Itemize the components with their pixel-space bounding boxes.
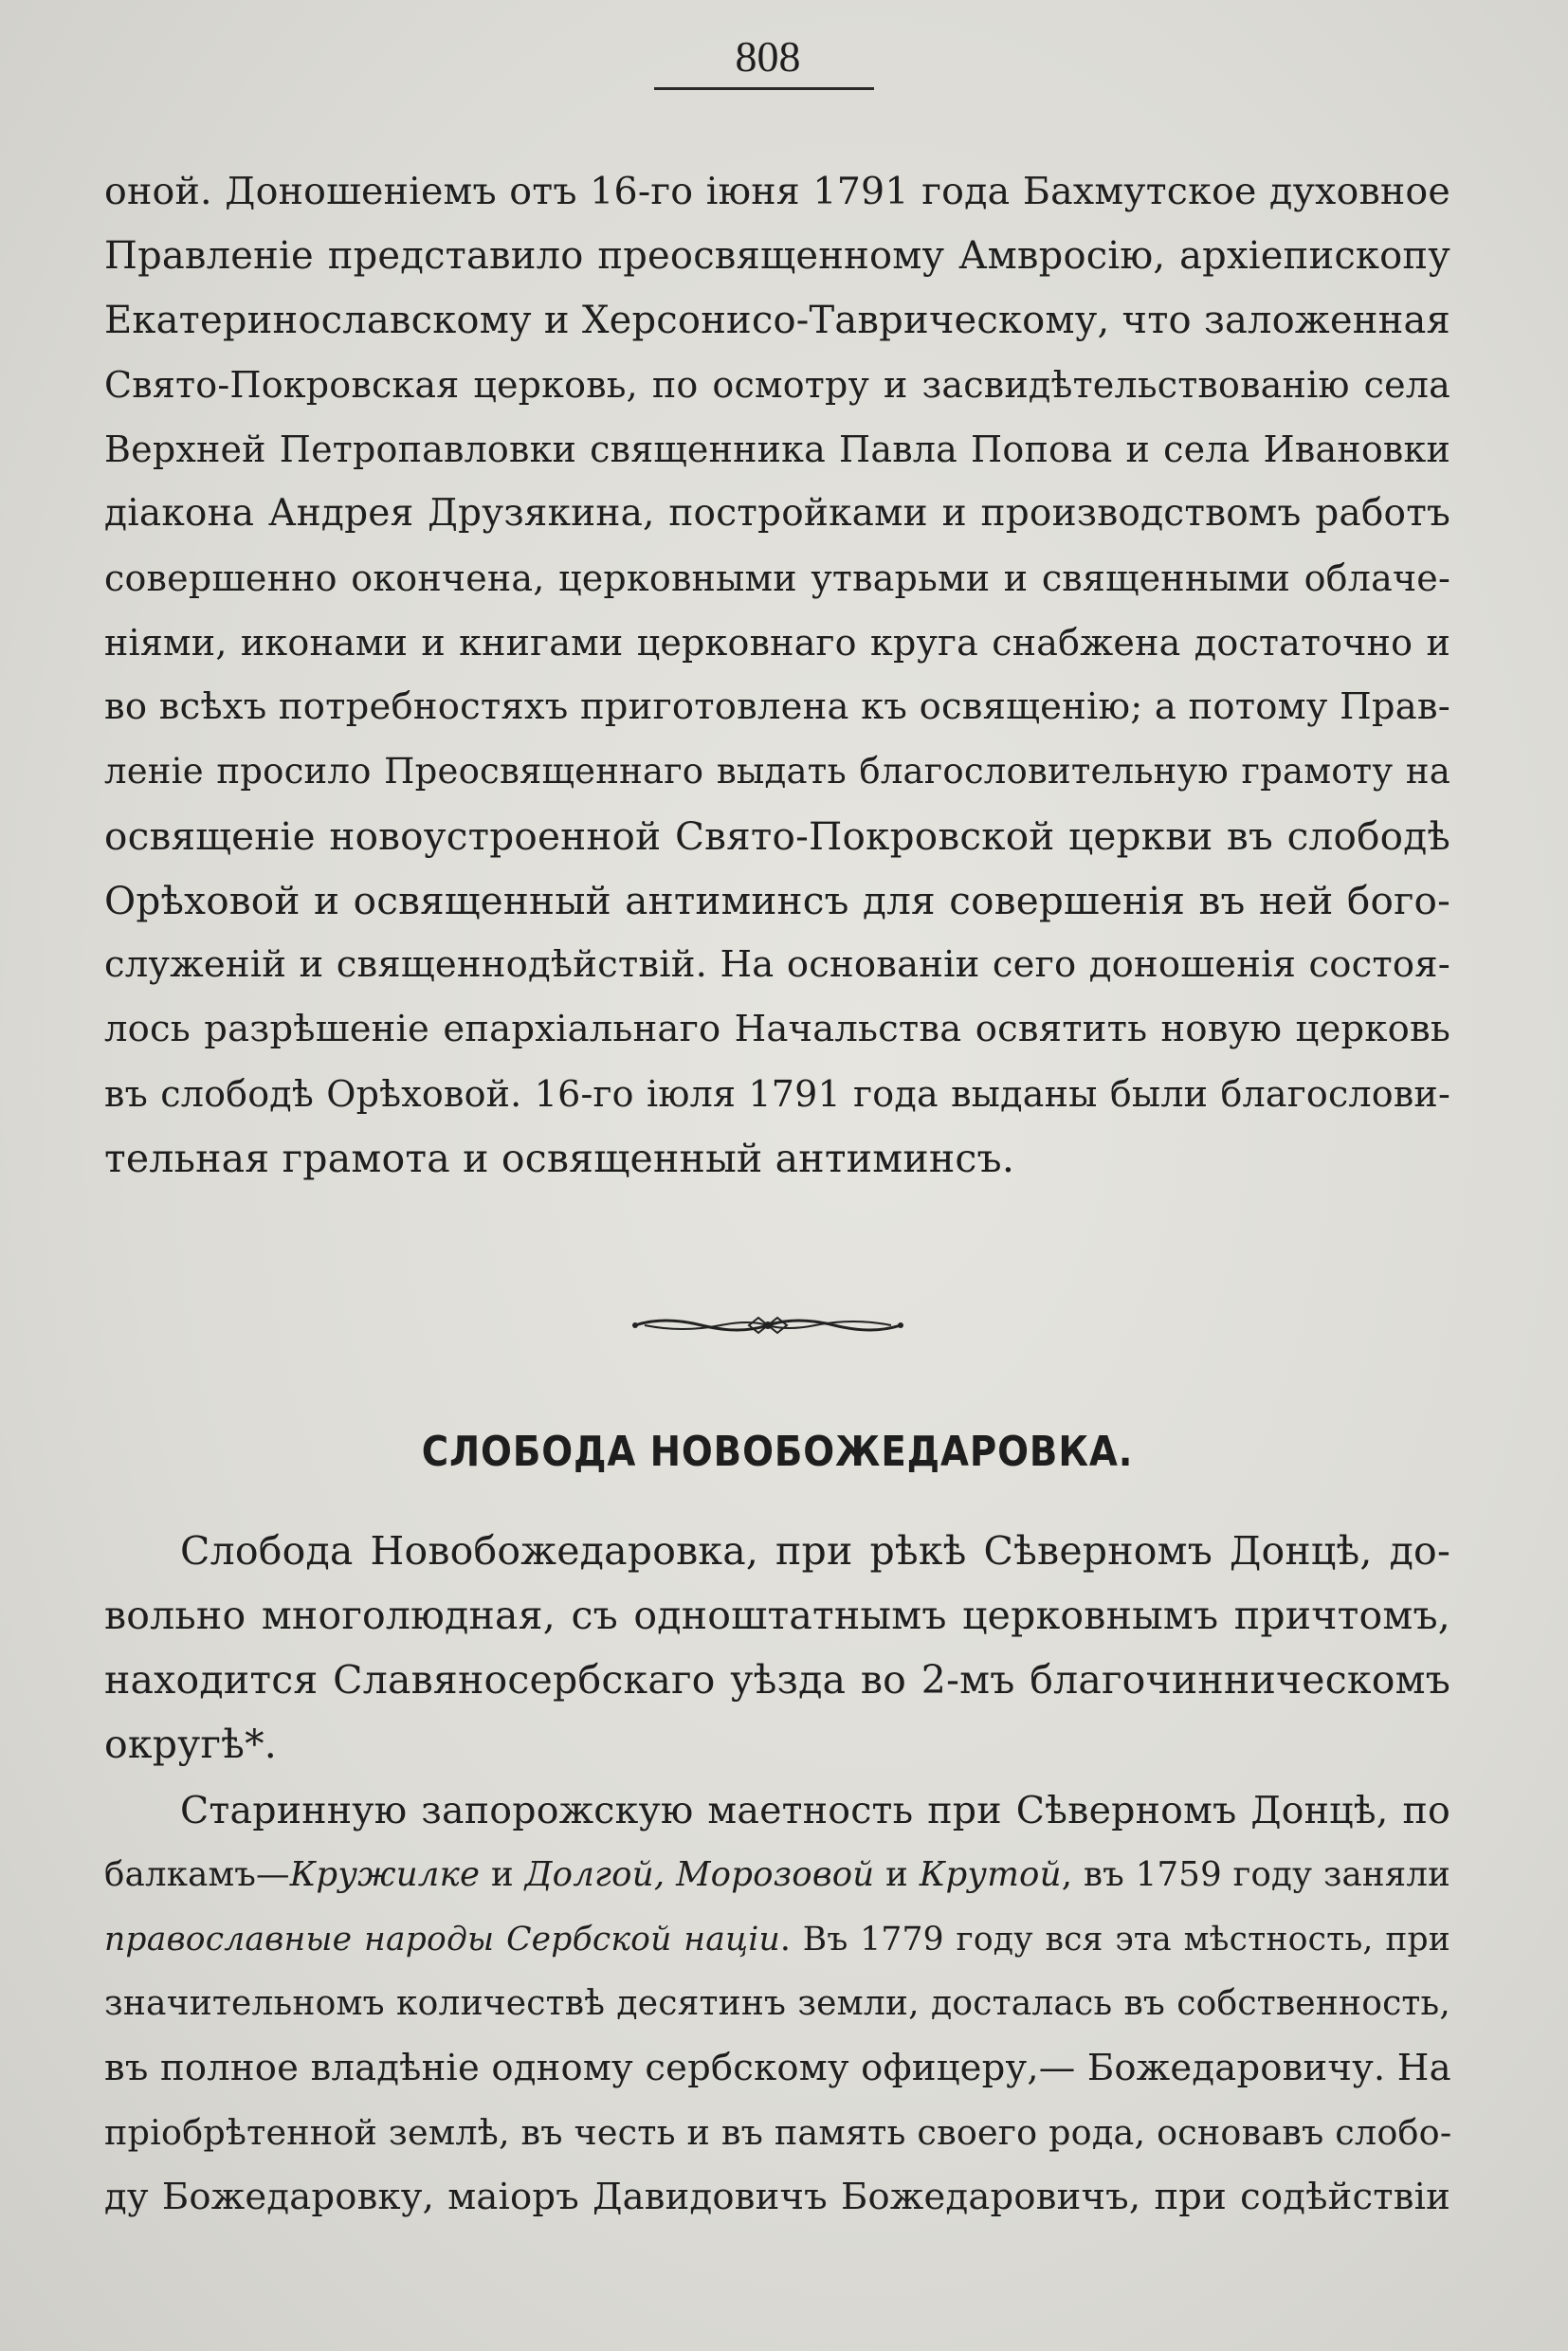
section-heading: СЛОБОДА НОВОБОЖЕДАРОВКА. bbox=[421, 1428, 1134, 1476]
text-line: Правленіе представило преосвященному Амвросію, архіепископу bbox=[104, 234, 1450, 278]
text-line: Слобода Новобожедаровка, при рѣкѣ Сѣверномъ Донцѣ, до- bbox=[180, 1528, 1450, 1574]
paragraph-1 bbox=[104, 159, 1450, 1191]
text-line bbox=[104, 1843, 1450, 1907]
text-run: . Въ 1779 году вся эта мѣстность, при bbox=[779, 1921, 1450, 1959]
text-line: округѣ*. bbox=[104, 1722, 278, 1767]
text-line: служеній и священнодѣйствій. На основаніи сего доношенія состоя- bbox=[104, 943, 1450, 986]
text-line: ніями, иконами и книгами церковнаго круга снабжена достаточно и bbox=[104, 622, 1450, 664]
italic-run: Кружилке bbox=[289, 1855, 481, 1894]
text-line: въ слободѣ Орѣховой. 16-го іюля 1791 года выданы были благослови- bbox=[104, 1073, 1450, 1115]
text-line: Свято-Покровская церковь, по осмотру и засвидѣтельствованію села bbox=[104, 364, 1450, 406]
text-line: лось разрѣшеніе епархіальнаго Начальства освятить новую церковь bbox=[104, 1008, 1450, 1050]
text-line: въ полное владѣніе одному сербскому офицеру,— Божедаровичу. На bbox=[104, 2047, 1451, 2089]
text-line: находится Славяносербскаго уѣзда во 2-мъ благочинническомъ bbox=[104, 1657, 1450, 1703]
text-line: Орѣховой и освященный антиминсъ для совершенія въ ней бого- bbox=[104, 878, 1450, 923]
text-line: ду Божедаровку, маіоръ Давидовичъ Божедаровичъ, при содѣйствіи bbox=[104, 2176, 1450, 2218]
text-line: Верхней Петропавловки священника Павла Попова и села Ивановки bbox=[104, 428, 1450, 470]
text-line: во всѣхъ потребностяхъ приготовлена къ освященію; а потому Прав- bbox=[104, 685, 1450, 728]
text-line: освященіе новоустроенной Свято-Покровской церкви въ слободѣ bbox=[104, 813, 1450, 859]
text-run: балкамъ— bbox=[104, 1855, 290, 1894]
page-number: 808 bbox=[735, 32, 801, 81]
text-line: Екатеринославскому и Херсонисо-Таврическому, что заложенная bbox=[104, 299, 1450, 342]
text-line: діакона Андрея Друзякина, постройками и производствомъ работъ bbox=[104, 492, 1450, 535]
paragraph-3 bbox=[104, 1778, 1450, 2230]
italic-run: православные народы Сербской націи bbox=[104, 1921, 780, 1959]
text-line: совершенно окончена, церковными утварьми и священными облаче- bbox=[104, 557, 1450, 599]
text-line: тельная грамота и освященный антиминсъ. bbox=[104, 1136, 1015, 1181]
text-line: вольно многолюдная, съ одноштатнымъ церковнымъ причтомъ, bbox=[104, 1593, 1450, 1638]
text-line bbox=[104, 1907, 1450, 1972]
page-number-underline bbox=[654, 87, 874, 90]
text-line: оной. Доношеніемъ отъ 16-го іюня 1791 года Бахмутское духовное bbox=[104, 170, 1450, 213]
text-run: и bbox=[480, 1855, 525, 1894]
text-line: пріобрѣтенной землѣ, въ честь и въ память своего рода, основавъ слобо- bbox=[104, 2112, 1452, 2153]
italic-run: Долгой, Морозовой bbox=[524, 1855, 875, 1894]
text-line: леніе просило Преосвященнаго выдать благословительную грамоту на bbox=[104, 751, 1450, 792]
text-run: , въ 1759 году заняли bbox=[1061, 1855, 1450, 1894]
paragraph-2 bbox=[104, 1519, 1450, 1777]
italic-run: Крутой bbox=[919, 1855, 1062, 1894]
ornament-divider bbox=[626, 1306, 910, 1344]
text-line: Старинную запорожскую маетность при Сѣверномъ Донцѣ, по bbox=[180, 1789, 1450, 1832]
text-line: значительномъ количествѣ десятинъ земли, досталась въ собственность, bbox=[104, 1984, 1450, 2023]
text-run: и bbox=[874, 1855, 920, 1894]
